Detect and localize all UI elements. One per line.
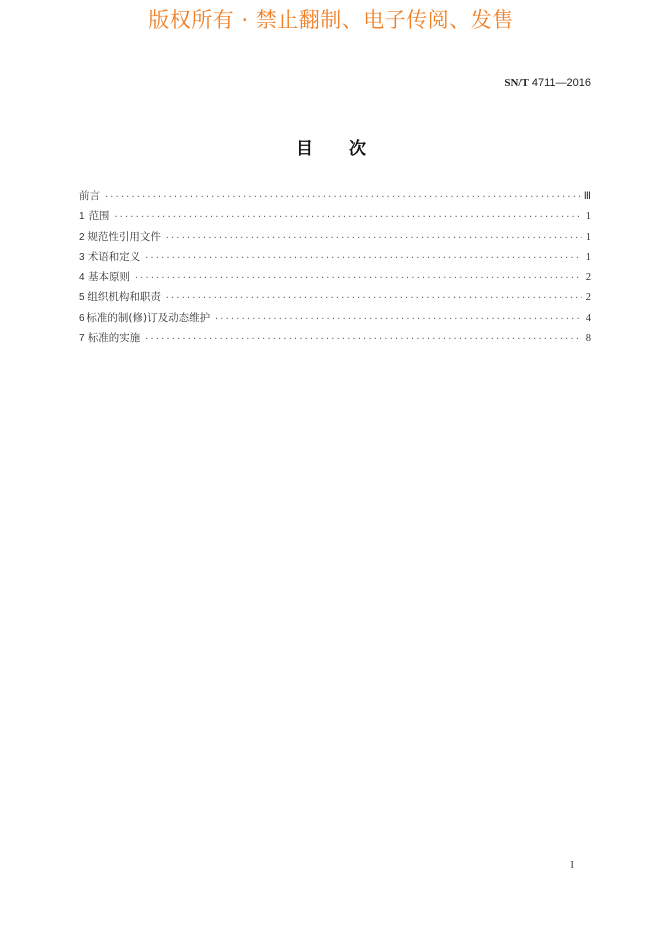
toc-entry-normative-references[interactable] — [79, 229, 591, 249]
table-of-contents — [79, 188, 591, 350]
toc-entry-label: 术语和定义 — [87, 250, 141, 263]
toc-entry-number: 4 — [79, 272, 85, 284]
toc-entry-standard-revision[interactable] — [79, 310, 591, 330]
toc-entry-terms-definitions[interactable] — [79, 249, 591, 269]
toc-entry-page: 2 — [585, 272, 591, 284]
toc-entry-page: 1 — [585, 251, 591, 263]
toc-entry-foreword[interactable] — [79, 188, 591, 208]
standard-code — [504, 77, 591, 89]
standard-code-number: 4711—2016 — [531, 77, 591, 89]
toc-leader-dots — [165, 233, 582, 242]
standard-code-prefix: SN/T — [504, 77, 529, 89]
toc-entry-organization[interactable] — [79, 289, 591, 309]
toc-entry-page: 8 — [585, 333, 591, 345]
toc-leader-dots — [165, 293, 582, 302]
toc-leader-dots — [144, 334, 581, 343]
toc-leader-dots — [144, 253, 581, 262]
toc-entry-basic-principles[interactable] — [79, 269, 591, 289]
page-number: I — [570, 859, 574, 871]
toc-entry-number: 3 — [79, 251, 85, 263]
toc-entry-label: 标准的制(修)订及动态维护 — [86, 311, 211, 324]
toc-leader-dots — [134, 273, 582, 282]
copyright-watermark: 版权所有 · 禁止翻制、电子传阅、发售 — [148, 8, 514, 32]
toc-entry-label: 组织机构和职责 — [87, 291, 161, 304]
toc-entry-page: 1 — [585, 211, 591, 223]
toc-entry-label: 规范性引用文件 — [87, 230, 161, 243]
toc-entry-page: 4 — [585, 312, 591, 324]
toc-entry-number: 6 — [79, 312, 85, 324]
toc-leader-dots — [214, 314, 582, 323]
toc-title: 目次 — [296, 139, 402, 159]
toc-entry-label: 前言 — [79, 190, 100, 202]
toc-entry-page: Ⅲ — [583, 191, 591, 202]
toc-entry-implementation[interactable] — [79, 330, 591, 350]
toc-entry-page: 1 — [585, 231, 591, 243]
toc-leader-dots — [104, 192, 580, 201]
toc-entry-label: 范围 — [88, 210, 110, 223]
toc-entry-label: 基本原则 — [88, 271, 131, 284]
toc-entry-page: 2 — [585, 292, 591, 304]
toc-entry-scope[interactable] — [79, 208, 591, 228]
toc-entry-number: 1 — [79, 211, 85, 223]
toc-entry-number: 5 — [79, 292, 85, 304]
toc-entry-number: 7 — [79, 333, 85, 345]
toc-leader-dots — [113, 212, 581, 221]
toc-entry-label: 标准的实施 — [87, 332, 141, 345]
toc-entry-number: 2 — [79, 231, 85, 243]
